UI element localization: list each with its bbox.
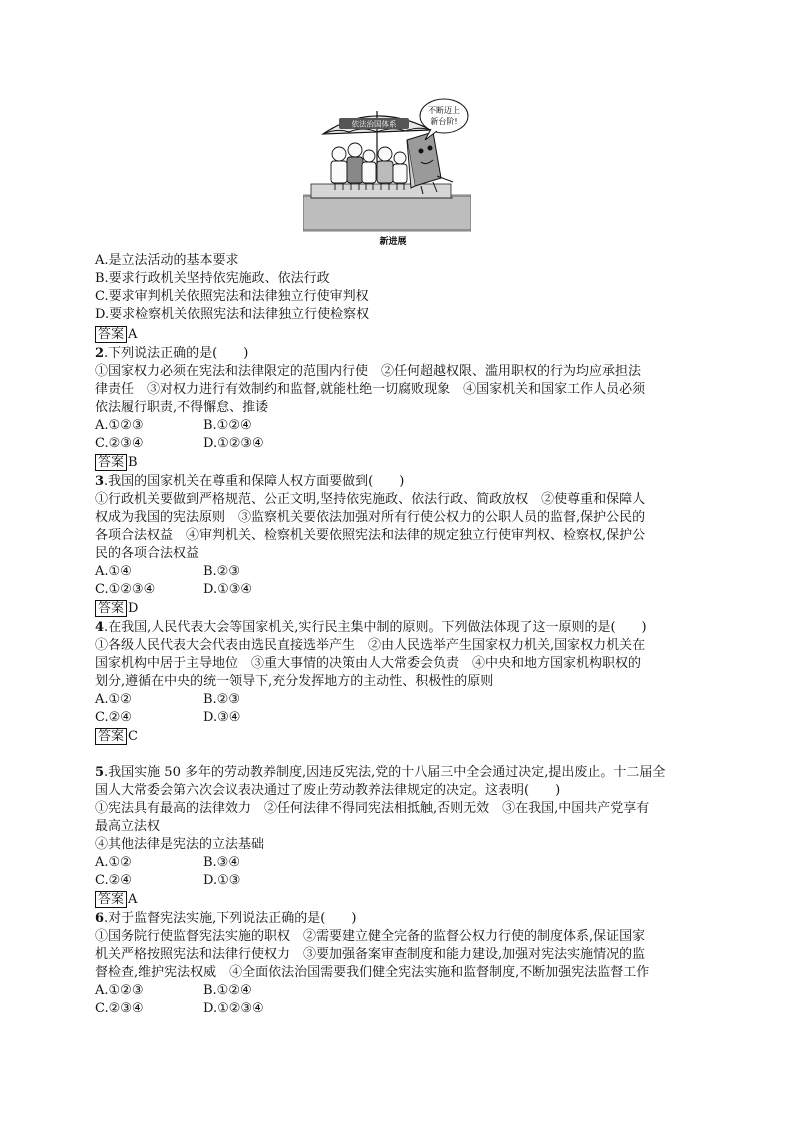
answer-label: 答案 (95, 891, 127, 908)
q2-line: ①国家权力必须在宪法和法律限定的范围内行使 ②任何超越权限、滥用职权的行为均应承担法 (95, 364, 642, 379)
q6-option-c: C.②③④ (95, 1001, 144, 1016)
q4-option-a: A.①② (95, 692, 132, 707)
q1-option-d: D.要求检察机关依照宪法和法律独立行使检察权 (95, 307, 370, 322)
speech-bubble (420, 99, 468, 133)
q1-option-c: C.要求审判机关依照宪法和法律独立行使审判权 (95, 289, 369, 304)
q4-option-d: D.③④ (203, 710, 241, 725)
q6-option-d: D.①②③④ (203, 1001, 264, 1016)
q4-line: 划分,遵循在中央的统一领导下,充分发挥地方的主动性、积极性的原则 (95, 674, 494, 689)
question-text: .我国实施 50 多年的劳动教养制度,因违反宪法,党的十八届三中全会通过决定,提出废止。十二届全 (104, 765, 666, 780)
q6-line: 督检查,维护宪法权威 ④全面依法治国需要我们健全宪法实施和监督制度,不断加强宪法监督工作 (95, 965, 650, 980)
q5-option-d: D.①③ (203, 873, 241, 888)
q6-line: 机关严格按照宪法和法律行使权力 ③要加强备案审查制度和能力建设,加强对宪法实施情况的监 (95, 947, 646, 962)
answer-value: A (128, 327, 138, 342)
bubble-text-line1: 不断迈上 (428, 106, 460, 115)
answer-label: 答案 (95, 600, 127, 617)
q3-line: ①行政机关要做到严格规范、公正文明,坚持依宪施政、依法行政、简政放权 ②使尊重和保障人 (95, 492, 646, 507)
q5-line: ④其他法律是宪法的立法基础 (95, 837, 265, 852)
q6-option-a: A.①②③ (95, 983, 144, 998)
q3-option-d: D.①③④ (203, 582, 253, 597)
q6-line: ①国务院行使监督宪法实施的职权 ②需要建立健全完备的监督公权力行使的制度体系,保证国家 (95, 929, 646, 944)
answer-value: C (128, 729, 138, 744)
answer-value: A (128, 892, 138, 907)
question-text: .在我国,人民代表大会等国家机关,实行民主集中制的原则。下列做法体现了这一原则的是( ) (104, 620, 647, 635)
q5-line: 国人大常委会第六次会议表决通过了废止劳动教养法律规定的决定。这表明( ) (95, 783, 561, 798)
q3-option-a: A.①④ (95, 564, 132, 579)
answer-value: D (128, 601, 139, 616)
q4-option-c: C.②④ (95, 710, 132, 725)
q2-answer (95, 454, 138, 472)
q5-stem (95, 764, 665, 782)
q4-line: ①各级人民代表大会代表由选民直接选举产生 ②由人民选举产生国家权力机关,国家权力机关在 (95, 638, 646, 653)
question-number: 2 (95, 346, 105, 361)
q5-line: 最高立法权 (95, 819, 161, 834)
umbrella-label: 依法治国体系 (351, 119, 397, 129)
q2-option-b: B.①②④ (203, 418, 252, 433)
q2-option-d: D.①②③④ (203, 436, 264, 451)
q4-line: 国家机构中居于主导地位 ③重大事情的决策由人大常委会负责 ④中央和地方国家机构职权的 (95, 656, 642, 671)
q5-answer (95, 891, 137, 909)
q5-option-b: B.③④ (203, 855, 240, 870)
answer-label: 答案 (95, 454, 127, 471)
q3-stem (95, 473, 404, 491)
q4-stem (95, 619, 647, 637)
question-text: .对于监督宪法实施,下列说法正确的是( ) (104, 911, 357, 926)
q3-line: 各项合法权益 ④审判机关、检察机关要依照宪法和法律的规定独立行使审判权、检察权,保护公 (95, 528, 646, 543)
q3-line: 权成为我国的宪法原则 ③监察机关要依法加强对所有行使公权力的公职人员的监督,保护公民的 (95, 510, 646, 525)
q4-option-b: B.②③ (203, 692, 240, 707)
q5-line: ①宪法具有最高的法律效力 ②任何法律不得同宪法相抵触,否则无效 ③在我国,中国共产党享有 (95, 801, 650, 816)
bubble-text-line2: 新台阶! (430, 117, 458, 126)
answer-label: 答案 (95, 326, 127, 343)
people-group-icon (331, 143, 407, 190)
question-number: 6 (95, 911, 105, 926)
question-text: .我国的国家机关在尊重和保障人权方面要做到( ) (104, 474, 405, 489)
q3-option-c: C.①②③④ (95, 582, 156, 597)
q1-answer (95, 326, 137, 344)
q6-option-b: B.①②④ (203, 983, 252, 998)
cartoon-caption: 新进展 (379, 237, 407, 247)
q2-stem (95, 345, 248, 363)
q1-option-a: A.是立法活动的基本要求 (95, 253, 239, 268)
q4-answer (95, 728, 138, 746)
q3-answer (95, 600, 138, 618)
q3-option-b: B.②③ (203, 564, 240, 579)
q2-line: 律责任 ③对权力进行有效制约和监督,就能杜绝一切腐败现象 ④国家机关和国家工作人员必须 (95, 382, 646, 397)
q2-line: 依法履行职责,不得懈怠、推诿 (95, 400, 269, 415)
q6-stem (95, 910, 356, 928)
q2-option-a: A.①②③ (95, 418, 144, 433)
q5-option-c: C.②④ (95, 873, 132, 888)
answer-label: 答案 (95, 728, 127, 745)
answer-value: B (128, 455, 138, 470)
question-text: .下列说法正确的是( ) (104, 346, 249, 361)
q3-line: 民的各项合法权益 (95, 546, 200, 561)
question-number: 5 (95, 765, 105, 780)
q5-option-a: A.①② (95, 855, 132, 870)
question-number: 4 (95, 620, 105, 635)
question-number: 3 (95, 474, 105, 489)
q1-option-b: B.要求行政机关坚持依宪施政、依法行政 (95, 271, 330, 286)
q2-option-c: C.②③④ (95, 436, 144, 451)
cartoon-illustration (303, 96, 471, 248)
